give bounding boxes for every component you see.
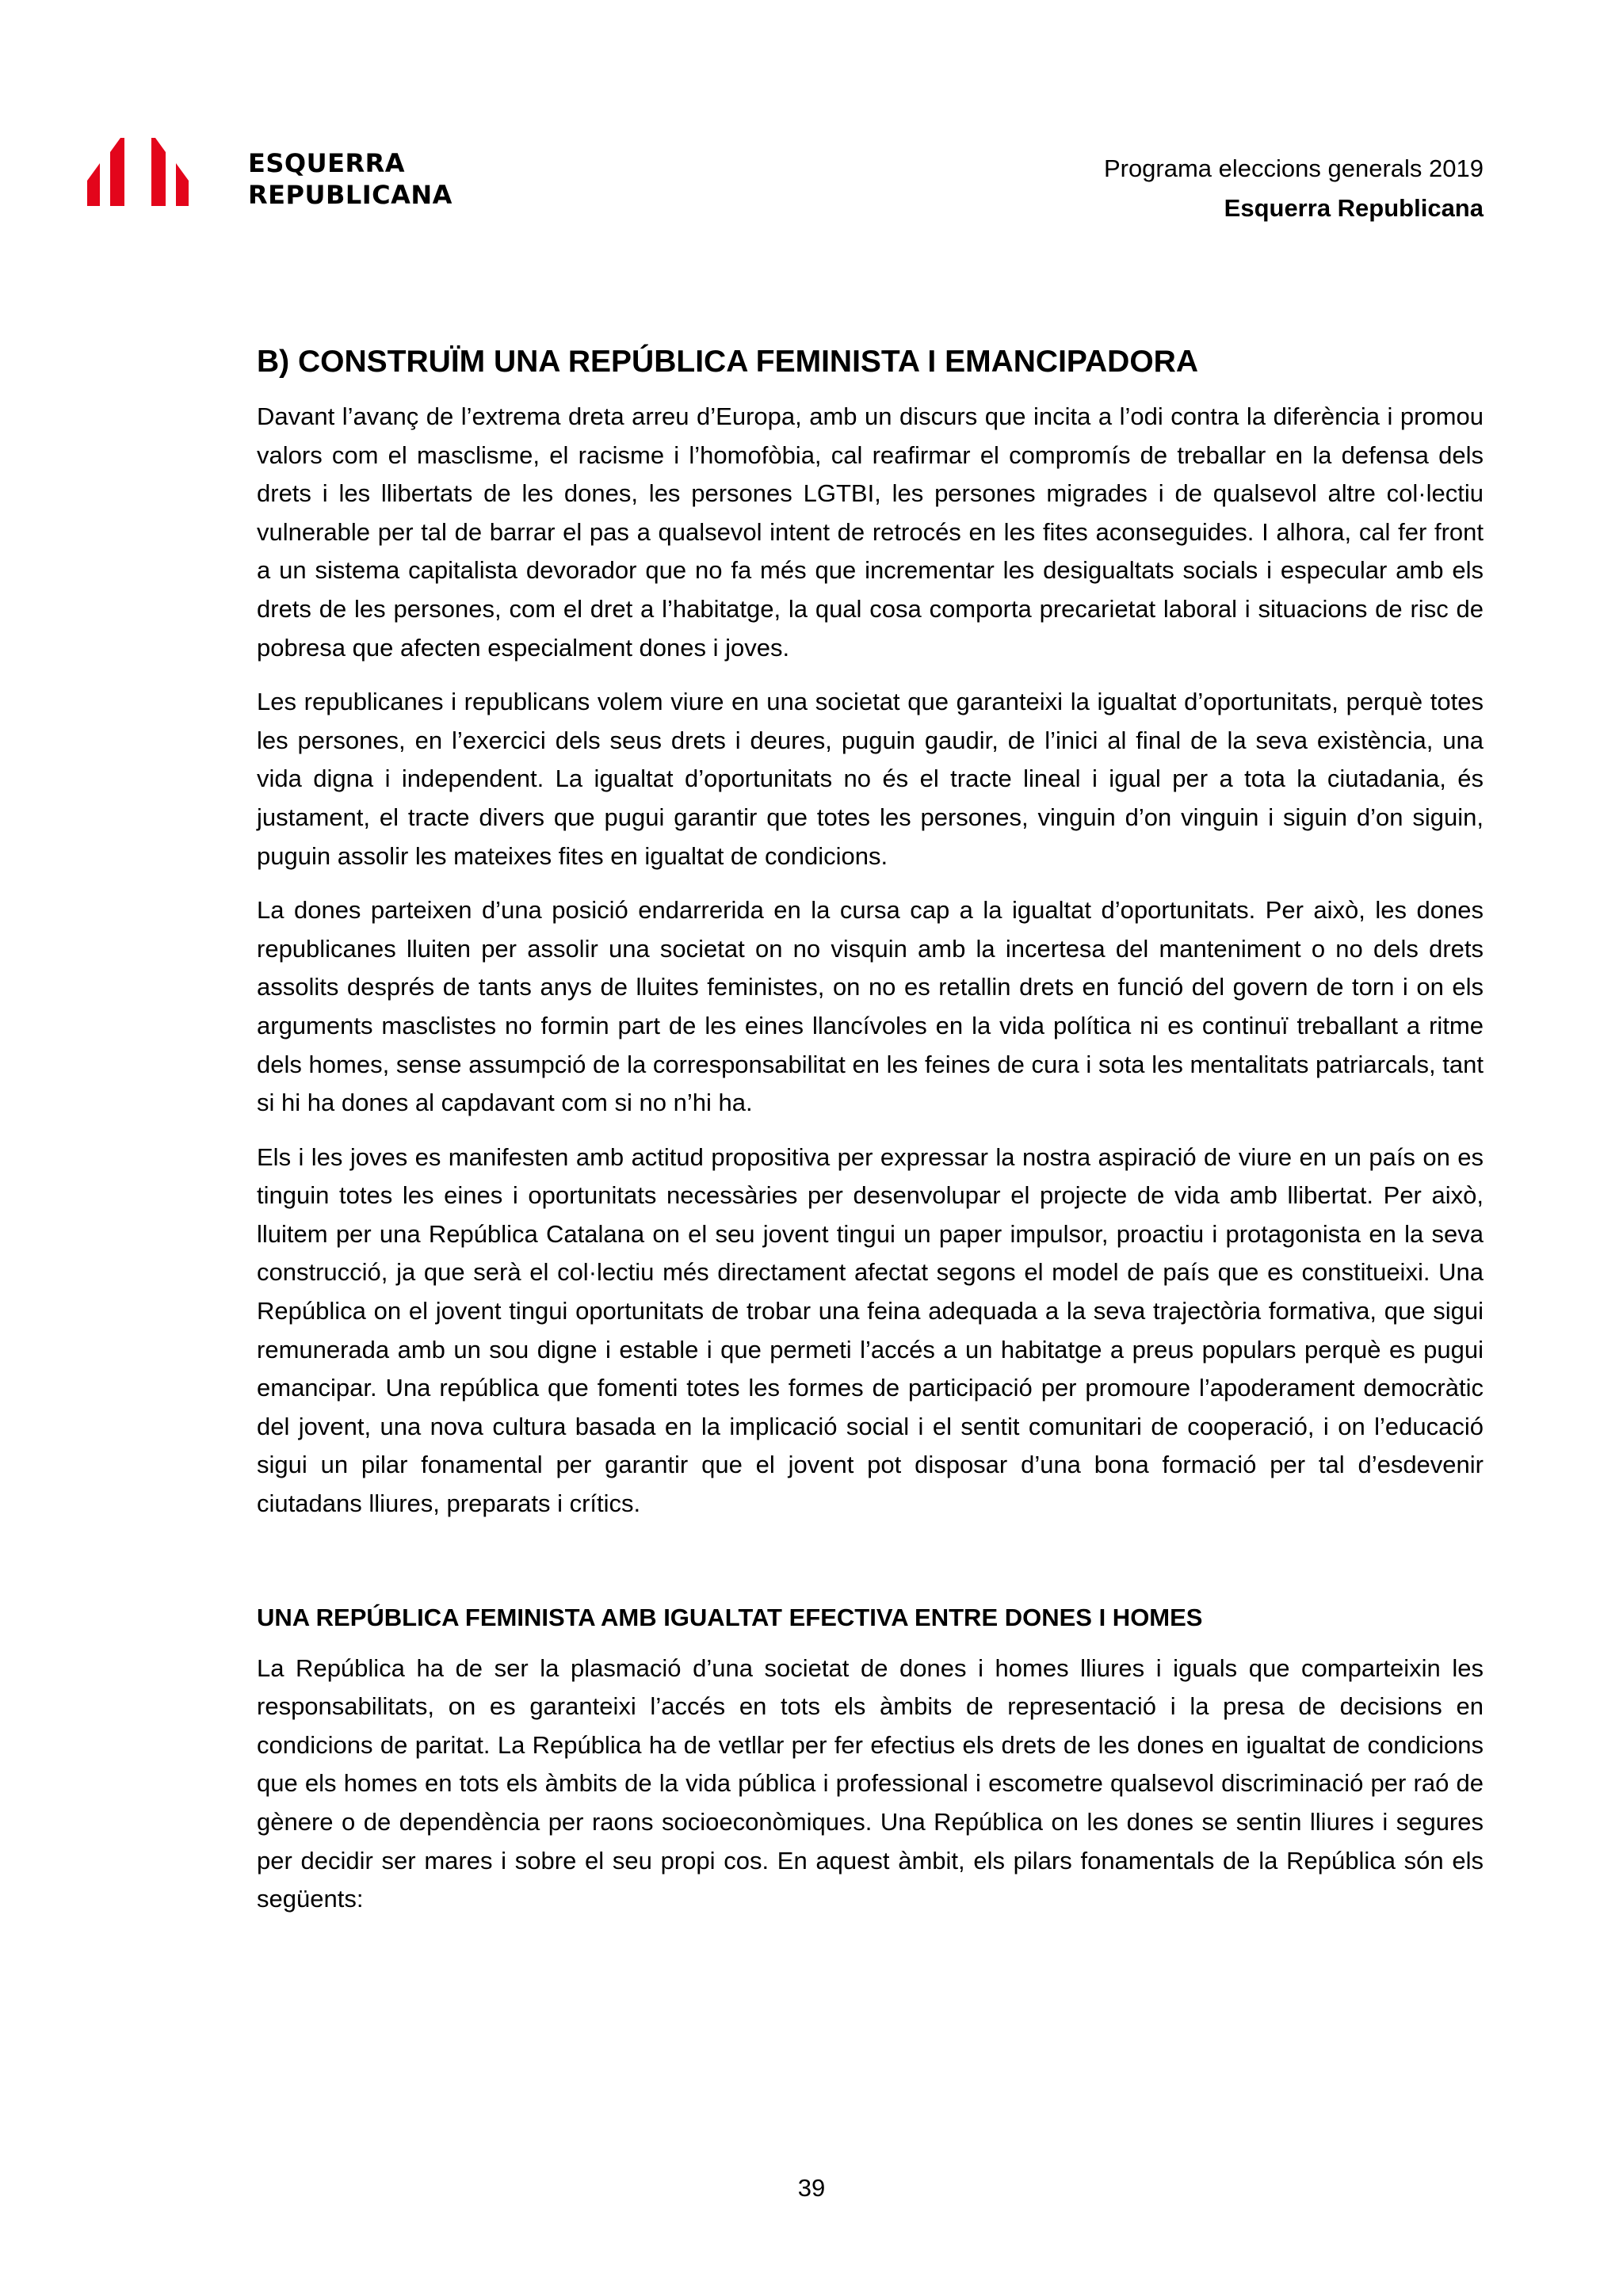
logo-wordmark (248, 147, 453, 211)
subsection-heading: UNA REPÚBLICA FEMINISTA AMB IGUALTAT EFECTIVA ENTRE DONES I HOMES (257, 1603, 1203, 1631)
document-header (1104, 149, 1484, 228)
logo-bar-2 (110, 138, 124, 206)
paragraph-4: Els i les joves es manifesten amb actitud propositiva per expressar la nostra aspiració de viure en un país on es tinguin totes les eines i oportunitats necessàries per desenvolupar el projecte de vida amb llibertat. Per això, lluitem per una República Catalana on el seu jovent tingui un paper impulsor, proactiu i protagonista en la seva construcció, ja que serà el col·lectiu més directament afectat segons el model de país que es constitueixi. Una República on el jovent tingui oportunitats de trobar una feina adequada a la seva trajectòria formativa, que sigui remunerada amb un sou digne i estable i que permeti l’accés a un habitatge a preus populars perquè es pugui emancipar. Una república que fomenti totes les formes de participació per promoure l’apoderament democràtic del jovent, una nova cultura basada en la implicació social i el sentit comunitari de cooperació, i on l’educació sigui un pilar fonamental per garantir que el jovent pot disposar d’una bona formació per tal d’esdevenir ciutadans lliures, preparats i crítics. (257, 1142, 1484, 1518)
logo-line-2: REPUBLICANA (248, 180, 453, 210)
page-number: 39 (797, 2174, 826, 2202)
logo-bar-4 (176, 163, 189, 206)
party-logo (86, 135, 466, 214)
paragraph-5: La República ha de ser la plasmació d’una societat de dones i homes lliures i iguals que comparteixin les responsabilitats, on es garanteixi l’accés en tots els àmbits de representació i la presa de decisions en condicions de paritat. La República ha de vetllar per fer efectius els drets de les dones en igualtat de condicions que els homes en tots els àmbits de la vida pública i professional i escometre qualsevol discriminació per raó de gènere o de dependència per raons socioeconòmiques. Una República on les dones se sentin lliures i segures per decidir ser mares i sobre el seu propi cos. En aquest àmbit, els pilars fonamentals de la República són els següents: (257, 1653, 1484, 1913)
logo-bar-3 (151, 138, 166, 206)
paragraph-3: La dones parteixen d’una posició endarrerida en la cursa cap a la igualtat d’oportunitats. Per això, les dones republicanes lluiten per assolir una societat on no visquin amb la incertesa del manteniment o no dels drets assolits després de tants anys de lluites feministes, on no es retallin drets en funció del govern de torn i on els arguments masclistes no formin part de les eines llancívoles en la vida política ni es continuï treballant a ritme dels homes, sense assumpció de la corresponsabilitat en les feines de cura i sota les mentalitats patriarcals, tant si hi ha dones al capdavant com si no n’hi ha. (257, 896, 1484, 1117)
section-heading: B) CONSTRUÏM UNA REPÚBLICA FEMINISTA I EMANCIPADORA (257, 345, 1199, 379)
paragraph-1: Davant l’avanç de l’extrema dreta arreu d’Europa, amb un discurs que incita a l’odi contra la diferència i promou valors com el masclisme, el racisme i l’homofòbia, cal reafirmar el compromís de treballar en la defensa dels drets i les llibertats de les dones, les persones LGTBI, les persones migrades i de qualsevol altre col·lectiu vulnerable per tal de barrar el pas a qualsevol intent de retrocés en les fites aconseguides. I alhora, cal fer front a un sistema capitalista devorador que no fa més que incrementar les desigualtats socials i especular amb els drets de les persones, com el dret a l’habitatge, la qual cosa comporta precarietat laboral i situacions de risc de pobresa que afecten especialment dones i joves. (257, 402, 1484, 662)
document-title: Programa eleccions generals 2019 (1103, 154, 1484, 182)
page-content (257, 341, 1484, 1935)
logo-bars-icon (86, 135, 228, 214)
logo-line-1: ESQUERRA (248, 148, 405, 178)
logo-bar-1 (87, 163, 100, 206)
document-subtitle: Esquerra Republicana (1224, 194, 1484, 222)
paragraph-2: Les republicanes i republicans volem viure en una societat que garanteixi la igualtat d’oportunitats, perquè totes les persones, en l’exercici dels seus drets i deures, puguin gaudir, de l’inici al final de la seva existència, una vida digna i independent. La igualtat d’oportunitats no és el tracte lineal i igual per a tota la ciutadania, és justament, el tracte divers que pugui garantir que totes les persones, vinguin d’on vinguin i siguin d’on siguin, puguin assolir les mateixes fites en igualtat de condicions. (257, 688, 1484, 870)
